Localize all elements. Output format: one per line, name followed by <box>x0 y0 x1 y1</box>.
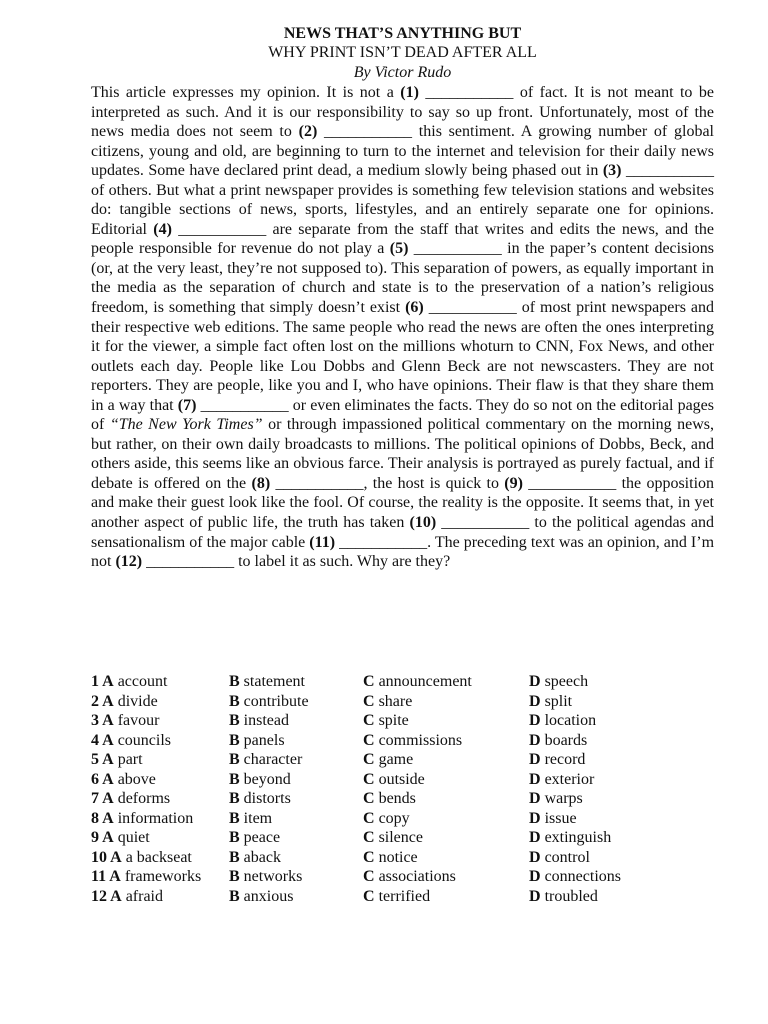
option-word: character <box>243 751 303 769</box>
option-word: warps <box>544 790 583 808</box>
option-word: peace <box>243 829 281 847</box>
option-b <box>229 789 291 809</box>
option-d <box>529 731 587 751</box>
option-letter: D <box>529 673 541 690</box>
option-word: connections <box>544 868 621 886</box>
option-word: silence <box>378 829 423 847</box>
option-word: divide <box>117 692 158 710</box>
option-letter: C <box>363 829 375 847</box>
option-letter: D <box>529 751 541 769</box>
option-b <box>229 867 302 887</box>
option-number: 6 <box>91 770 99 788</box>
option-row <box>91 731 731 751</box>
option-a <box>91 809 193 829</box>
option-d <box>529 672 588 692</box>
gap-number-7: (7) <box>177 396 197 414</box>
option-a <box>91 692 158 712</box>
option-word: account <box>117 673 168 690</box>
option-a <box>91 770 156 790</box>
option-c <box>363 789 416 809</box>
option-word: aback <box>243 848 281 866</box>
option-word: share <box>378 692 413 710</box>
option-word: record <box>544 751 586 769</box>
gap-number-6: (6) <box>405 299 424 317</box>
option-word: associations <box>378 868 456 886</box>
option-word: outside <box>378 770 425 788</box>
option-d <box>529 848 590 868</box>
option-word: above <box>117 770 156 788</box>
option-row <box>91 711 731 731</box>
option-b <box>229 711 289 731</box>
option-row <box>91 672 731 692</box>
article-title: NEWS THAT’S ANYTHING BUT <box>283 25 522 42</box>
article-text: This article expresses my opinion. It is not a <box>91 84 401 101</box>
option-b <box>229 692 309 712</box>
option-d <box>529 809 577 829</box>
article-text: of fact. It is not meant to be interpreted as such. And it is our responsibility to say so up front. Unfortunately, most of the news media does not seem to <box>91 84 714 141</box>
option-b <box>229 848 281 868</box>
option-a <box>91 711 159 731</box>
option-row <box>91 750 731 770</box>
option-word: bends <box>378 790 416 808</box>
option-d <box>529 828 611 848</box>
option-b <box>229 750 302 770</box>
option-word: extinguish <box>544 829 612 847</box>
option-word: item <box>243 809 273 827</box>
gap-number-3: (3) <box>602 162 622 180</box>
option-row <box>91 828 731 848</box>
option-row <box>91 789 731 809</box>
option-word: location <box>544 712 597 730</box>
option-letter: B <box>229 673 240 690</box>
option-letter: A <box>102 770 114 788</box>
option-letter: C <box>363 770 375 788</box>
option-letter: C <box>363 868 375 886</box>
option-number: 1 <box>91 673 99 690</box>
gap-number-12: (12) <box>115 553 143 571</box>
option-letter: A <box>110 848 122 866</box>
option-letter: D <box>529 770 541 788</box>
option-word: announcement <box>378 673 472 690</box>
option-letter: D <box>529 790 541 808</box>
article-text: or through impassioned political commentary on the morning news, but rather, on their own daily broadcasts to millions. The political opinions of Dobbs, Beck, and others aside, this seems like an obvious farce. Their analysis is portrayed as purely factual, and if debate is offered on the <box>91 416 715 492</box>
option-d <box>529 789 583 809</box>
option-letter: D <box>529 888 541 906</box>
article-subtitle: WHY PRINT ISN’T DEAD AFTER ALL <box>268 44 537 61</box>
option-letter: A <box>102 751 114 769</box>
gap-blank-7: ___________ <box>200 396 289 414</box>
option-word: anxious <box>243 888 294 906</box>
option-letter: C <box>363 692 375 710</box>
gap-blank-10: ___________ <box>441 514 530 532</box>
option-word: a backseat <box>125 848 192 866</box>
option-word: beyond <box>243 770 291 788</box>
option-b <box>229 731 285 751</box>
article-text: of others. But what a print newspaper provides is something few television stations and websites do: tangible sections of news, sports, lifestyles, and an entirely separate one for opinions. Editorial <box>91 181 714 238</box>
option-c <box>363 731 462 751</box>
option-word: issue <box>544 809 577 827</box>
article-text: . The preceding text was an opinion, and I’m not <box>91 533 715 571</box>
option-a <box>91 828 150 848</box>
option-row <box>91 692 731 712</box>
gap-blank-11: ___________ <box>339 533 428 551</box>
option-letter: C <box>363 712 375 730</box>
option-number: 2 <box>91 692 99 710</box>
option-a <box>91 887 163 907</box>
gap-blank-3: ___________ <box>626 162 715 180</box>
option-letter: C <box>363 790 375 808</box>
option-letter: A <box>102 712 114 730</box>
option-word: statement <box>243 673 305 690</box>
option-letter: D <box>529 731 541 749</box>
option-word: frameworks <box>124 868 202 886</box>
option-letter: D <box>529 848 541 866</box>
gap-blank-2: ___________ <box>324 123 413 141</box>
option-word: control <box>544 848 590 866</box>
option-b <box>229 672 305 692</box>
option-letter: C <box>363 848 375 866</box>
option-a <box>91 867 201 887</box>
option-word: information <box>117 809 194 827</box>
option-b <box>229 828 280 848</box>
option-letter: C <box>363 888 375 906</box>
option-word: exterior <box>544 770 595 788</box>
option-word: councils <box>117 731 172 749</box>
gap-blank-4: ___________ <box>178 220 267 238</box>
option-number: 3 <box>91 712 99 730</box>
gap-blank-6: ___________ <box>428 299 517 317</box>
gap-number-9: (9) <box>504 474 523 492</box>
option-c <box>363 711 409 731</box>
option-word: boards <box>544 731 588 749</box>
option-letter: B <box>229 848 240 866</box>
option-word: game <box>378 751 414 769</box>
article-text: of most print newspapers and their respective web editions. The same people who read the news are often the ones interpreting it for the viewer, a simple fact often lost on the millions whoturn to CNN, Fox News, and other outlets each day. People like Lou Dobbs and Glenn Beck are not newscasters. They are not reporters. They are people, like you and I, who have opinions. Their flaw is that they share them in a way that <box>91 299 715 414</box>
option-letter: D <box>529 868 541 886</box>
option-word: notice <box>378 848 418 866</box>
option-letter: A <box>102 673 114 690</box>
option-number: 9 <box>91 829 99 847</box>
option-row <box>91 809 731 829</box>
option-c <box>363 672 472 692</box>
option-word: part <box>117 751 143 769</box>
option-c <box>363 692 412 712</box>
option-word: terrified <box>378 888 431 906</box>
option-number: 4 <box>91 731 99 749</box>
article-byline: By Victor Rudo <box>353 64 452 81</box>
option-a <box>91 750 143 770</box>
gap-number-8: (8) <box>251 474 271 492</box>
option-c <box>363 887 430 907</box>
gap-number-2: (2) <box>298 123 318 141</box>
article-body <box>91 83 714 572</box>
option-word: deforms <box>117 790 171 808</box>
option-d <box>529 711 596 731</box>
option-letter: B <box>229 770 240 788</box>
option-d <box>529 867 621 887</box>
option-word: networks <box>243 868 303 886</box>
option-c <box>363 867 456 887</box>
article-text: to label it as such. Why are they? <box>234 553 451 571</box>
gap-number-1: (1) <box>400 84 419 101</box>
gap-blank-12: ___________ <box>146 553 235 571</box>
option-letter: B <box>229 790 240 808</box>
option-letter: A <box>102 790 114 808</box>
option-letter: A <box>109 868 121 886</box>
option-word: copy <box>378 809 410 827</box>
option-letter: B <box>229 809 240 827</box>
option-row <box>91 887 731 907</box>
option-letter: A <box>102 809 114 827</box>
option-letter: B <box>229 692 240 710</box>
option-d <box>529 770 594 790</box>
option-b <box>229 809 272 829</box>
option-letter: D <box>529 692 541 710</box>
option-a <box>91 789 170 809</box>
option-number: 7 <box>91 790 99 808</box>
article-text: this sentiment. A growing number of global citizens, young and old, are beginning to turn to the internet and television for their daily news updates. Some have declared print dead, a medium slowly being phased out in <box>91 123 714 180</box>
option-word: speech <box>544 673 589 690</box>
option-letter: B <box>229 888 240 906</box>
option-word: instead <box>243 712 289 730</box>
option-b <box>229 770 291 790</box>
article-text: or even eliminates the facts. They do so not on the editorial pages of <box>91 396 715 434</box>
newspaper-name: “The New York Times” <box>109 416 263 434</box>
document-page <box>91 24 714 572</box>
article-text: the opposition and make their guest look like the fool. Of course, the reality is the opposite. It seems that, in yet another aspect of public life, the truth has taken <box>91 474 715 532</box>
article-text: , the host is quick to <box>363 474 505 492</box>
gap-blank-5: ___________ <box>413 240 502 258</box>
option-a <box>91 731 171 751</box>
option-a <box>91 848 192 868</box>
option-letter: B <box>229 868 240 886</box>
article-text: in the paper’s content decisions (or, at the very least, they’re not supposed to). This separation of powers, as equally important in the media as the separation of church and state is to the preservation of a nation’s religious freedom, is something that simply doesn’t exist <box>91 240 714 317</box>
option-letter: A <box>102 692 114 710</box>
option-word: contribute <box>243 692 309 710</box>
option-letter: A <box>102 829 114 847</box>
gap-blank-1: ___________ <box>425 84 514 101</box>
gap-number-5: (5) <box>389 240 409 258</box>
option-letter: C <box>363 731 375 749</box>
option-row <box>91 848 731 868</box>
option-word: favour <box>117 712 160 730</box>
article-text: to the political agendas and sensationalism of the major cable <box>91 514 714 551</box>
option-word: panels <box>243 731 285 749</box>
option-c <box>363 848 418 868</box>
option-word: quiet <box>117 829 150 847</box>
option-letter: D <box>529 829 541 847</box>
gap-blank-9: ___________ <box>528 474 617 492</box>
option-letter: C <box>363 751 375 769</box>
gap-blank-8: ___________ <box>275 474 364 492</box>
gap-number-11: (11) <box>309 533 336 551</box>
option-number: 5 <box>91 751 99 769</box>
option-word: afraid <box>125 888 163 906</box>
option-row <box>91 770 731 790</box>
answer-options <box>91 672 731 907</box>
option-c <box>363 809 410 829</box>
option-letter: B <box>229 751 240 769</box>
option-c <box>363 750 413 770</box>
option-number: 12 <box>91 888 107 906</box>
option-letter: D <box>529 809 541 827</box>
option-number: 10 <box>91 848 107 866</box>
option-d <box>529 887 598 907</box>
option-letter: B <box>229 731 240 749</box>
option-letter: B <box>229 712 240 730</box>
option-letter: B <box>229 829 240 847</box>
option-word: distorts <box>243 790 291 808</box>
option-word: split <box>544 692 573 710</box>
article-text: are separate from the staff that writes and edits the news, and the people responsible for revenue do not play a <box>91 220 715 258</box>
gap-number-4: (4) <box>153 220 172 238</box>
option-a <box>91 672 167 692</box>
option-letter: D <box>529 712 541 730</box>
option-d <box>529 692 572 712</box>
gap-number-10: (10) <box>409 514 437 532</box>
option-c <box>363 770 425 790</box>
option-word: troubled <box>544 888 598 906</box>
option-letter: C <box>363 673 375 690</box>
option-word: spite <box>378 712 409 730</box>
option-letter: C <box>363 809 375 827</box>
option-c <box>363 828 423 848</box>
option-d <box>529 750 585 770</box>
option-letter: A <box>102 731 114 749</box>
option-letter: A <box>110 888 122 906</box>
option-number: 11 <box>91 868 107 886</box>
option-row <box>91 867 731 887</box>
option-b <box>229 887 293 907</box>
option-number: 8 <box>91 809 99 827</box>
option-word: commissions <box>378 731 463 749</box>
